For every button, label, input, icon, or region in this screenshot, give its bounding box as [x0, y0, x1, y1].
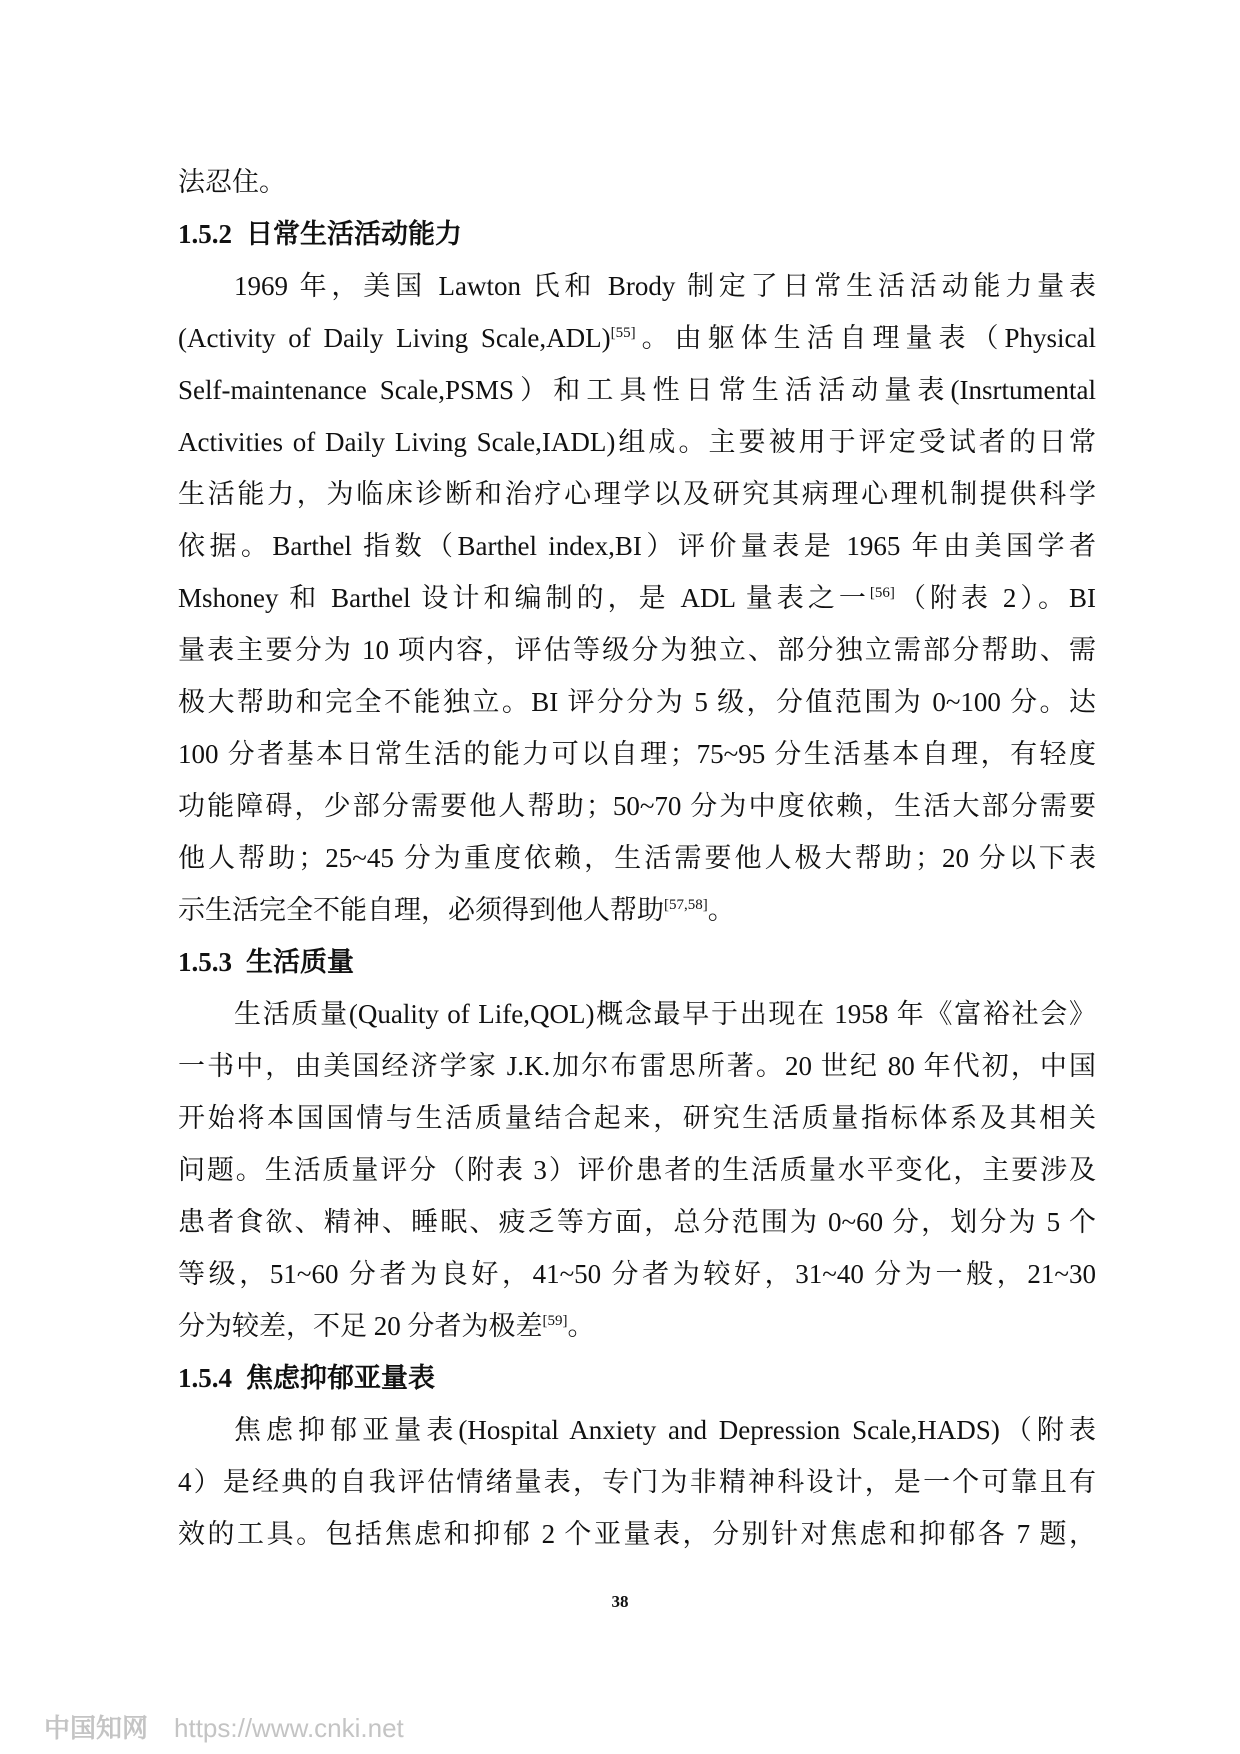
line-text: Mshoney 和 Barthel 设计和编制的，是 ADL 量表之一 [178, 583, 870, 613]
paragraph-line: 他人帮助；25~45 分为重度依赖，生活需要他人极大帮助；20 分以下表 [178, 843, 1096, 873]
section-title: 生活质量 [246, 947, 354, 977]
paragraph-line: 100 分者基本日常生活的能力可以自理；75~95 分生活基本自理，有轻度 [178, 739, 1096, 769]
paragraph-line: 生活质量(Quality of Life,QOL)概念最早于出现在 1958 年《富裕社会》 [234, 999, 1096, 1029]
line-text: 。 [567, 1311, 595, 1341]
paragraph-line: 生活能力，为临床诊断和治疗心理学以及研究其病理心理机制提供科学 [178, 479, 1096, 509]
citation: [59] [542, 1313, 568, 1329]
citation: [55] [610, 325, 636, 341]
section-heading-1-5-4 [178, 1352, 1096, 1404]
watermark-url: https://www.cnki.net [174, 1713, 404, 1743]
section-heading-1-5-3 [178, 936, 1096, 988]
paragraph-line: 开始将本国国情与生活质量结合起来，研究生活质量指标体系及其相关 [178, 1103, 1096, 1133]
paragraph-line: 问题。生活质量评分（附表 3）评价患者的生活质量水平变化，主要涉及 [178, 1155, 1096, 1185]
line-text: 分为较差，不足 20 分者为极差 [178, 1311, 543, 1341]
paragraph-line: 等级，51~60 分者为良好，41~50 分者为较好，31~40 分为一般，21~30 [178, 1259, 1096, 1289]
paragraph-line: 量表主要分为 10 项内容，评估等级分为独立、部分独立需部分帮助、需 [178, 635, 1096, 665]
paragraph-line [178, 884, 1096, 936]
paragraph-line [178, 1300, 1096, 1352]
line-text: （附表 2）。BI [894, 583, 1096, 613]
paragraph-line: 1969 年，美国 Lawton 氏和 Brody 制定了日常生活活动能力量表 [234, 271, 1096, 301]
line-text: 。 [707, 895, 735, 925]
citation: [56] [869, 585, 895, 601]
section-title: 焦虑抑郁亚量表 [246, 1363, 435, 1393]
paragraph-line: 法忍住。 [178, 167, 286, 197]
paragraph-line: 极大帮助和完全不能独立。BI 评分分为 5 级，分值范围为 0~100 分。达 [178, 687, 1096, 717]
paragraph-line: 患者食欲、精神、睡眠、疲乏等方面，总分范围为 0~60 分，划分为 5 个 [178, 1207, 1096, 1237]
paragraph-line [178, 572, 1096, 624]
line-text: (Activity of Daily Living Scale,ADL) [178, 323, 611, 353]
line-text: 示生活完全不能自理，必须得到他人帮助 [178, 895, 664, 925]
page-number: 38 [611, 1592, 629, 1611]
paragraph-line: 功能障碍，少部分需要他人帮助；50~70 分为中度依赖，生活大部分需要 [178, 791, 1096, 821]
section-title: 日常生活活动能力 [246, 219, 462, 249]
line-text: 。由躯体生活自理量表（Physical [635, 323, 1097, 353]
section-number: 1.5.4 [178, 1363, 232, 1393]
document-body [178, 156, 1096, 1560]
paragraph-line: 效的工具。包括焦虑和抑郁 2 个亚量表，分别针对焦虑和抑郁各 7 题， [178, 1519, 1096, 1549]
paragraph-line: Activities of Daily Living Scale,IADL)组成。主要被用于评定受试者的日常 [178, 427, 1096, 457]
citation: [57,58] [664, 897, 708, 913]
section-number: 1.5.3 [178, 947, 232, 977]
paragraph-line: Self-maintenance Scale,PSMS）和工具性日常生活活动量表(Insrtumental [178, 375, 1096, 405]
paragraph-line: 焦虑抑郁亚量表(Hospital Anxiety and Depression Scale,HADS)（附表 [234, 1415, 1096, 1445]
section-heading-1-5-2 [178, 208, 1096, 260]
paragraph-line: 依据。Barthel 指数（Barthel index,BI）评价量表是 1965 年由美国学者 [178, 531, 1096, 561]
paragraph-line: 4）是经典的自我评估情绪量表，专门为非精神科设计，是一个可靠且有 [178, 1467, 1096, 1497]
paragraph-line: 一书中，由美国经济学家 J.K.加尔布雷思所著。20 世纪 80 年代初，中国 [178, 1051, 1096, 1081]
section-number: 1.5.2 [178, 219, 232, 249]
cnki-watermark [44, 1708, 404, 1745]
paragraph-line [178, 312, 1096, 364]
watermark-logo: 中国知网 [44, 1714, 149, 1744]
